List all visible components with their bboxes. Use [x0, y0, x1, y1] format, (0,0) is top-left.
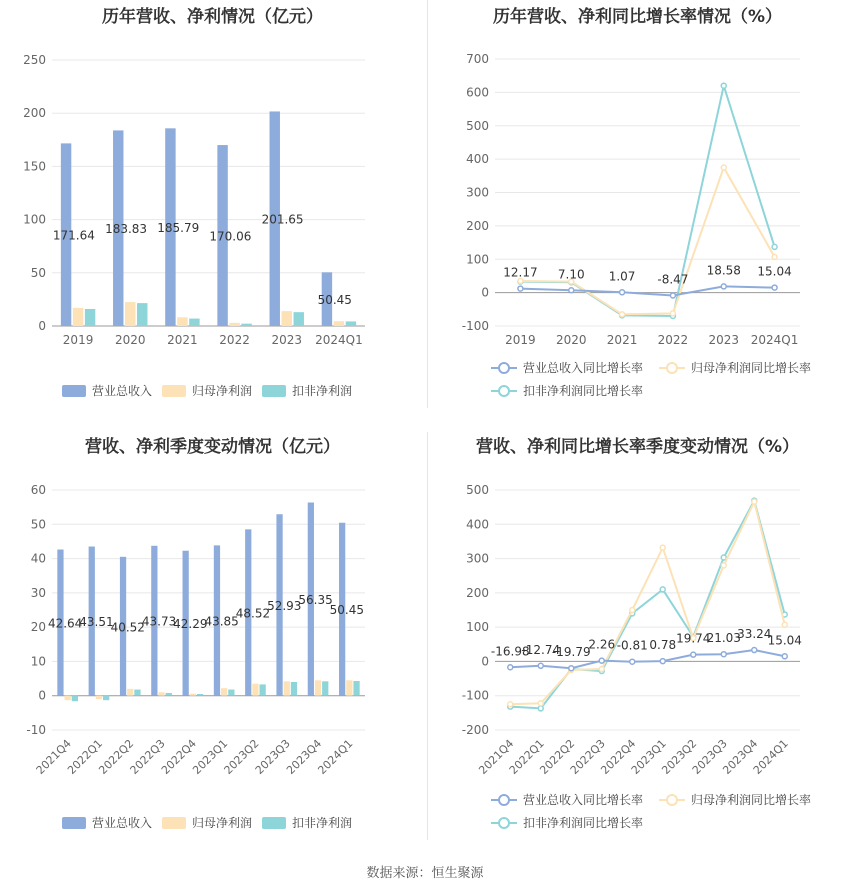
series-point-1: [721, 563, 726, 568]
legend-swatch: [62, 817, 86, 829]
bar-1: [177, 317, 187, 326]
legend-label: 归母净利润同比增长率: [691, 361, 812, 375]
y-tick-label: 10: [30, 654, 46, 669]
bar-value-label: 50.45: [329, 603, 365, 618]
bar-1: [158, 692, 164, 695]
x-tick-label: 2024Q1: [315, 333, 363, 347]
legend-label: 营业总收入: [92, 384, 153, 398]
series-point-1: [670, 311, 675, 316]
y-tick-label: 100: [466, 252, 489, 267]
x-tick-label: 2021Q4: [33, 736, 74, 777]
y-tick-label: 700: [466, 52, 489, 66]
x-tick-label: 2023Q1: [190, 736, 231, 777]
legend-label: 归母净利润同比增长率: [691, 793, 812, 807]
line-value-label: 7.10: [557, 267, 585, 282]
bar-1: [221, 688, 227, 696]
y-tick-label: 50: [30, 517, 46, 532]
series-point-0: [508, 665, 513, 670]
series-point-1: [782, 622, 787, 627]
x-tick-label: 2024Q1: [750, 736, 791, 777]
legend-label: 扣非净利润: [292, 816, 353, 830]
series-line-0: [520, 286, 774, 295]
bar-1: [190, 694, 196, 696]
divider-top: [427, 0, 428, 408]
x-tick-label: 2021: [167, 333, 198, 347]
bar-2: [134, 690, 140, 696]
bar-value-label: 170.06: [209, 229, 252, 244]
x-tick-label: 2022Q4: [158, 736, 199, 777]
y-tick-label: 300: [466, 185, 489, 200]
legend-label: 扣非净利润同比增长率: [523, 816, 644, 830]
data-source-note: 数据来源：恒生聚源: [366, 866, 484, 881]
x-tick-label: 2023Q3: [689, 736, 730, 777]
legend-label: 营业总收入同比增长率: [523, 361, 644, 375]
quarterly-amount-chart: [0, 430, 425, 855]
y-tick-label: 150: [23, 159, 46, 174]
x-tick-label: 2022Q1: [506, 736, 547, 777]
series-point-2: [721, 555, 726, 560]
x-tick-label: 2023Q2: [659, 736, 700, 777]
series-point-1: [660, 545, 665, 550]
line-value-label: -16.98: [490, 644, 530, 659]
x-tick-label: 2022Q3: [127, 736, 168, 777]
y-tick-label: 60: [30, 483, 46, 497]
legend-marker: [499, 363, 509, 373]
y-tick-label: 500: [466, 118, 489, 133]
legend-marker: [667, 363, 677, 373]
series-point-0: [772, 285, 777, 290]
bar-value-label: 183.83: [105, 222, 148, 237]
bar-2: [189, 319, 199, 326]
series-point-2: [538, 706, 543, 711]
series-point-0: [630, 659, 635, 664]
series-point-2: [772, 244, 777, 249]
x-tick-label: 2023: [271, 333, 303, 347]
bar-value-label: 52.93: [267, 598, 302, 613]
y-tick-label: 30: [30, 585, 46, 600]
legend-marker: [667, 795, 677, 805]
legend-label: 营业总收入同比增长率: [523, 793, 644, 807]
series-point-1: [620, 312, 625, 317]
x-tick-label: 2020: [114, 333, 146, 347]
x-tick-label: 2024Q1: [750, 333, 799, 347]
y-tick-label: 0: [38, 319, 46, 333]
bar-2: [103, 696, 109, 700]
bar-2: [346, 321, 356, 326]
bar-1: [65, 696, 71, 700]
divider-bottom: [427, 432, 428, 840]
y-tick-label: 200: [23, 106, 46, 121]
bar-2: [228, 690, 234, 696]
series-point-0: [599, 658, 604, 663]
x-tick-label: 2021: [606, 333, 638, 347]
bar-1: [284, 681, 290, 695]
series-point-0: [721, 652, 726, 657]
bar-value-label: 48.52: [235, 606, 271, 621]
series-point-1: [630, 608, 635, 613]
line-value-label: 15.04: [767, 633, 802, 648]
legend-marker: [499, 386, 509, 396]
series-point-1: [599, 666, 604, 671]
x-tick-label: 2019: [505, 333, 536, 347]
bar-1: [127, 689, 133, 696]
line-value-label: 18.58: [706, 263, 741, 278]
annual-growth-chart: [425, 0, 850, 425]
series-point-2: [660, 587, 665, 592]
y-tick-label: -100: [461, 319, 489, 333]
bar-1: [125, 302, 135, 326]
y-tick-label: 400: [466, 517, 489, 532]
bar-2: [166, 693, 172, 696]
bar-1: [315, 680, 321, 695]
series-point-1: [772, 254, 777, 259]
bar-1: [282, 311, 292, 326]
line-value-label: 1.07: [608, 269, 636, 284]
bar-value-label: 43.85: [204, 614, 239, 629]
bar-2: [85, 309, 95, 326]
bar-value-label: 42.64: [47, 616, 83, 631]
bar-2: [353, 681, 359, 696]
y-tick-label: 40: [30, 551, 46, 566]
annual-growth-title: 历年营收、净利同比增长率情况（%）: [492, 7, 783, 27]
x-tick-label: 2022Q3: [567, 736, 608, 777]
bar-2: [322, 681, 328, 695]
x-tick-label: 2023Q3: [252, 736, 293, 777]
bar-1: [346, 680, 352, 695]
line-value-label: 2.26: [588, 637, 616, 652]
line-value-label: 21.03: [706, 631, 741, 646]
y-tick-label: 400: [466, 152, 489, 167]
x-tick-label: 2022Q1: [65, 736, 106, 777]
legend-marker: [499, 818, 509, 828]
y-tick-label: 200: [466, 585, 489, 600]
bar-1: [96, 696, 102, 699]
series-point-0: [538, 663, 543, 668]
bar-value-label: 185.79: [157, 221, 200, 236]
x-tick-label: 2022: [219, 333, 250, 347]
line-value-label: -8.47: [657, 272, 689, 287]
line-value-label: -19.79: [551, 645, 591, 660]
line-value-label: 33.24: [737, 627, 772, 642]
annual-growth-plot: [425, 0, 850, 425]
y-tick-label: 500: [466, 483, 489, 497]
line-value-label: 0.78: [649, 638, 677, 653]
bar-value-label: 171.64: [52, 228, 95, 243]
y-tick-label: 100: [466, 620, 489, 635]
series-point-0: [620, 290, 625, 295]
x-tick-label: 2023Q4: [720, 736, 761, 777]
series-point-2: [721, 83, 726, 88]
series-point-1: [508, 702, 513, 707]
quarterly-amount-title: 营收、净利季度变动情况（亿元）: [85, 437, 340, 457]
series-line-1: [510, 502, 785, 705]
bar-value-label: 43.51: [79, 615, 114, 630]
series-point-0: [518, 286, 523, 291]
y-tick-label: 0: [481, 285, 489, 300]
bar-value-label: 201.65: [261, 212, 304, 227]
series-point-0: [660, 659, 665, 664]
series-point-1: [538, 701, 543, 706]
y-tick-label: 100: [23, 212, 46, 227]
series-line-2: [510, 501, 785, 709]
bar-2: [260, 684, 266, 695]
bar-value-label: 56.35: [298, 593, 333, 608]
x-tick-label: 2021Q4: [476, 736, 517, 777]
x-tick-label: 2022Q2: [537, 736, 578, 777]
y-tick-label: 50: [30, 265, 46, 280]
series-point-0: [670, 293, 675, 298]
legend-label: 营业总收入: [92, 816, 153, 830]
x-tick-label: 2022Q4: [598, 736, 639, 777]
annual-amount-chart: [0, 0, 425, 425]
y-tick-label: 200: [466, 218, 489, 233]
legend-label: 归母净利润: [192, 816, 253, 830]
y-tick-label: 20: [30, 620, 46, 635]
bar-2: [197, 694, 203, 696]
annual-amount-plot: [0, 0, 425, 425]
series-point-0: [782, 654, 787, 659]
bar-1: [252, 684, 258, 696]
y-tick-label: 600: [466, 85, 489, 100]
x-tick-label: 2020: [555, 333, 587, 347]
bar-value-label: 42.29: [173, 617, 208, 632]
legend-swatch: [262, 385, 286, 397]
x-tick-label: 2023Q1: [628, 736, 669, 777]
quarterly-amount-plot: [0, 430, 425, 855]
x-tick-label: 2023Q4: [284, 736, 325, 777]
line-value-label: 15.04: [757, 264, 792, 279]
line-value-label: 12.17: [503, 265, 538, 280]
bar-1: [229, 323, 239, 326]
bar-1: [73, 308, 83, 326]
line-value-label: 19.74: [676, 631, 711, 646]
x-tick-label: 2024Q1: [315, 736, 356, 777]
series-point-1: [721, 165, 726, 170]
legend-swatch: [162, 817, 186, 829]
series-point-1: [752, 499, 757, 504]
legend-label: 扣非净利润同比增长率: [523, 384, 644, 398]
series-point-0: [752, 648, 757, 653]
legend-label: 扣非净利润: [292, 384, 353, 398]
bar-value-label: 43.73: [141, 614, 177, 629]
line-value-label: -0.81: [616, 638, 648, 653]
line-value-label: -12.74: [521, 642, 561, 657]
bar-value-label: 50.45: [317, 293, 352, 308]
bar-2: [294, 312, 304, 326]
y-tick-label: 300: [466, 551, 489, 566]
legend-swatch: [262, 817, 286, 829]
bar-2: [291, 682, 297, 696]
legend-swatch: [162, 385, 186, 397]
bar-2: [241, 324, 251, 326]
legend-marker: [499, 795, 509, 805]
quarterly-growth-title: 营收、净利同比增长率季度变动情况（%）: [475, 437, 800, 457]
y-tick-label: -200: [461, 723, 489, 737]
bar-2: [72, 696, 78, 701]
series-point-0: [691, 652, 696, 657]
quarterly-growth-chart: [425, 430, 850, 855]
y-tick-label: 250: [23, 53, 46, 67]
bar-2: [137, 303, 147, 326]
x-tick-label: 2022: [657, 333, 689, 347]
legend-swatch: [62, 385, 86, 397]
x-tick-label: 2023Q2: [221, 736, 262, 777]
series-point-0: [569, 666, 574, 671]
legend-label: 归母净利润: [192, 384, 253, 398]
y-tick-label: 0: [38, 688, 46, 703]
series-point-0: [721, 284, 726, 289]
bar-value-label: 40.52: [110, 620, 145, 635]
bar-1: [334, 321, 344, 326]
annual-amount-title: 历年营收、净利情况（亿元）: [102, 7, 323, 27]
series-point-0: [569, 288, 574, 293]
x-tick-label: 2023: [708, 333, 740, 347]
y-tick-label: -10: [26, 723, 46, 737]
y-tick-label: -100: [461, 688, 489, 703]
y-tick-label: 0: [481, 654, 489, 669]
x-tick-label: 2022Q2: [96, 736, 137, 777]
quarterly-growth-plot: [425, 430, 850, 855]
x-tick-label: 2019: [62, 333, 94, 347]
